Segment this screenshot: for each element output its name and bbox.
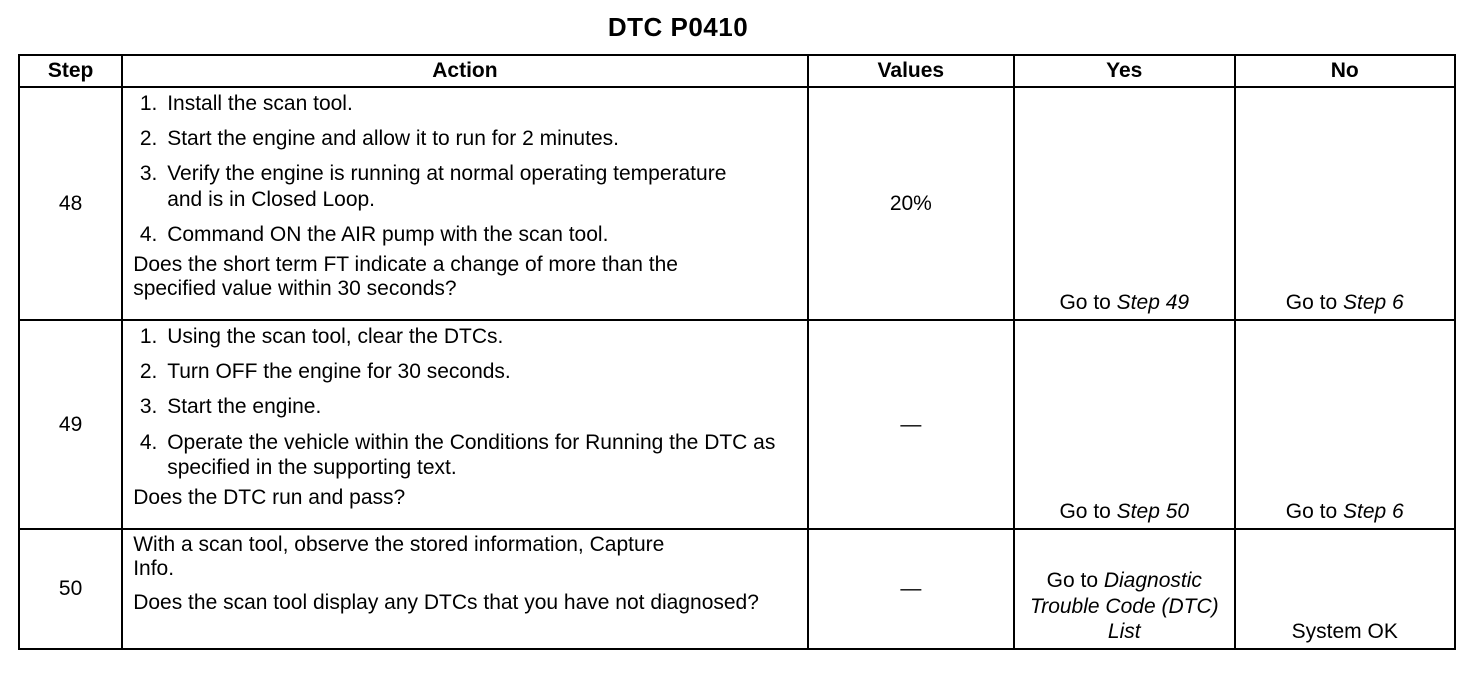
action-list xyxy=(133,324,798,480)
step-link[interactable]: Step 6 xyxy=(1342,500,1404,523)
table-row xyxy=(19,320,1455,529)
goto-prefix: Go to xyxy=(1046,569,1104,593)
header-action: Action xyxy=(122,55,807,87)
step-link[interactable]: Step 49 xyxy=(1116,291,1190,314)
header-values: Values xyxy=(808,55,1014,87)
goto-prefix: Go to xyxy=(1285,500,1343,523)
header-step: Step xyxy=(19,55,122,87)
page-title: DTC P0410 xyxy=(607,12,749,42)
value-cell xyxy=(808,529,1014,649)
goto-prefix: Go to xyxy=(1059,500,1117,523)
step-number: 50 xyxy=(19,529,122,649)
header-yes: Yes xyxy=(1014,55,1234,87)
list-item: 3. Verify the engine is running at normal operating temperature and is in Closed Loop. xyxy=(163,161,798,211)
goto-prefix: Go to xyxy=(1285,291,1343,314)
list-item: 4. Command ON the AIR pump with the scan tool. xyxy=(163,222,798,247)
action-question: Does the scan tool display any DTCs that you have not diagnosed? xyxy=(133,591,759,615)
action-cell xyxy=(122,320,807,529)
dtc-list-link[interactable]: Diagnostic Trouble Code (DTC) List xyxy=(1029,569,1219,643)
list-item: 1. Using the scan tool, clear the DTCs. xyxy=(163,324,798,349)
action-question: Does the DTC run and pass? xyxy=(133,485,406,509)
value-cell xyxy=(808,320,1014,529)
table-row xyxy=(19,529,1455,649)
value-dash: — xyxy=(900,577,922,600)
table-row xyxy=(19,87,1455,320)
list-item: 2. Start the engine and allow it to run for 2 minutes. xyxy=(163,126,798,151)
list-item: 2. Turn OFF the engine for 30 seconds. xyxy=(163,359,798,384)
action-intro: With a scan tool, observe the stored information, Capture Info. xyxy=(133,533,665,581)
no-cell: System OK xyxy=(1235,529,1456,649)
action-cell xyxy=(122,529,807,649)
step-link[interactable]: Step 6 xyxy=(1342,291,1404,314)
no-cell xyxy=(1235,320,1456,529)
step-number: 49 xyxy=(19,320,122,529)
action-cell xyxy=(122,87,807,320)
step-link[interactable]: Step 50 xyxy=(1116,500,1190,523)
step-number: 48 xyxy=(19,87,122,320)
value-cell: 20% xyxy=(808,87,1014,320)
action-list xyxy=(133,91,798,247)
list-item: 4. Operate the vehicle within the Conditions for Running the DTC as specified in the supporting text. xyxy=(163,430,798,480)
yes-cell xyxy=(1014,320,1234,529)
no-cell xyxy=(1235,87,1456,320)
yes-cell xyxy=(1014,529,1234,649)
goto-prefix: Go to xyxy=(1059,291,1117,314)
action-question: Does the short term FT indicate a change of more than the specified value within 30 seconds? xyxy=(133,252,678,301)
value-dash: — xyxy=(900,412,922,436)
list-item: 1. Install the scan tool. xyxy=(163,91,798,116)
list-item: 3. Start the engine. xyxy=(163,394,798,419)
yes-cell xyxy=(1014,87,1234,320)
diagnostic-table xyxy=(18,54,1456,650)
table-header-row xyxy=(19,55,1455,87)
header-no: No xyxy=(1235,55,1456,87)
